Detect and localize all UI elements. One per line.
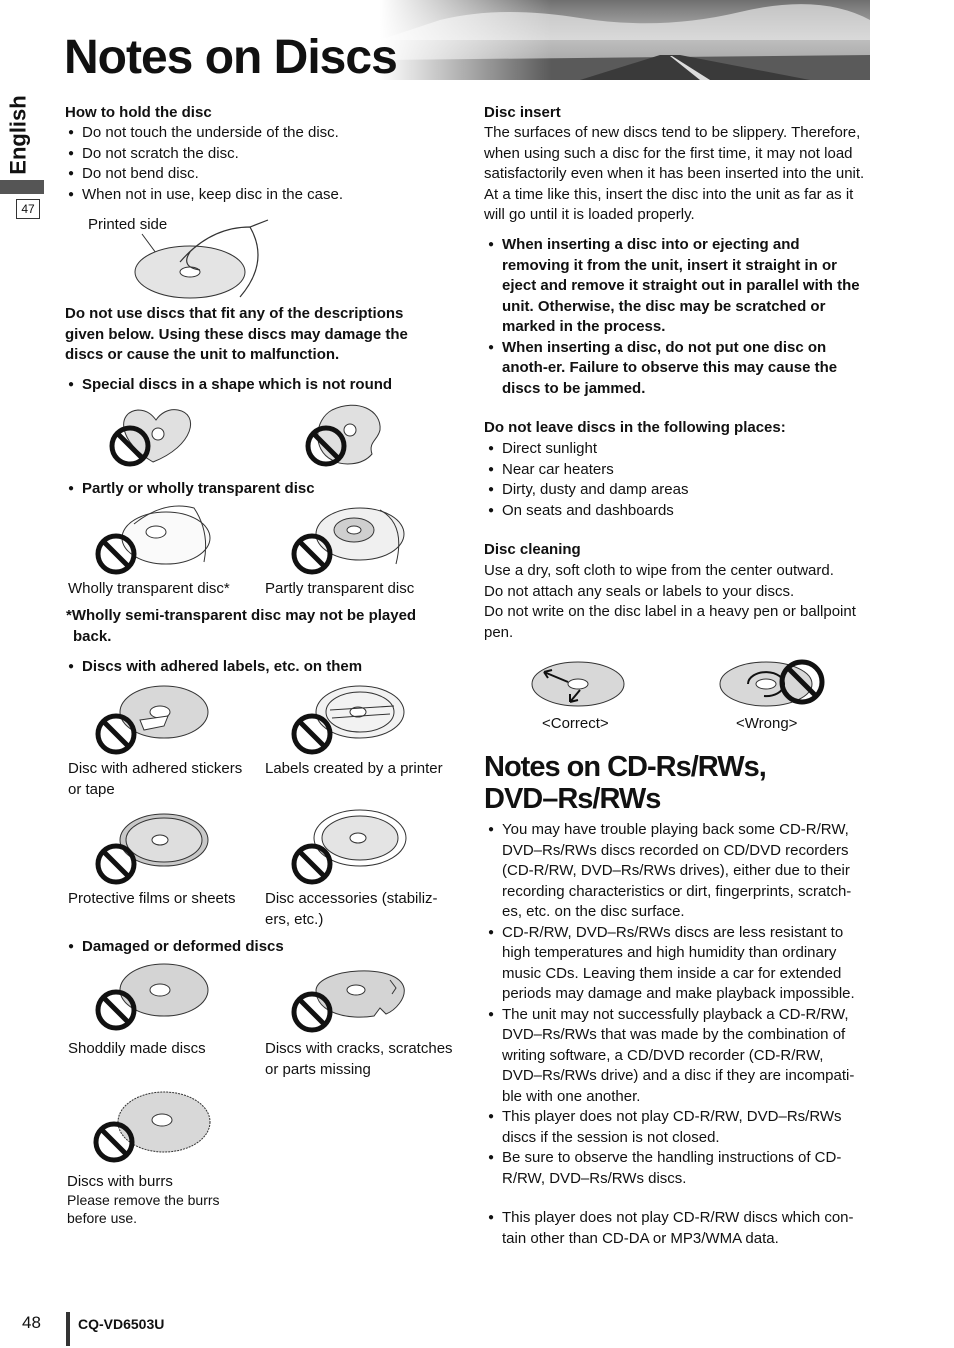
irregular-shaped-disc-prohibited-icon: [302, 400, 387, 470]
cracked-caption: Discs with cracks, scratches or parts missing: [265, 1040, 453, 1078]
accessories-caption: Disc accessories (stabiliz-ers, etc.): [265, 890, 438, 928]
stabilizer-disc-prohibited-icon: [290, 806, 410, 888]
section-number: 47: [16, 199, 40, 219]
cleaning-text: Use a dry, soft cloth to wipe from the center outward. Do not attach any seals or labels to your discs. Do not write on the disc label in a heavy pen or ballpoint pen.: [484, 562, 856, 641]
partly-transparent-disc-prohibited-icon: [290, 500, 410, 578]
list-item: ● When inserting a disc, do not put one disc on anoth-er. Failure to observe this may cause the discs to be jammed.: [486, 338, 866, 400]
shoddy-disc-prohibited-icon: [94, 960, 214, 1038]
list-item: ● Direct sunlight: [486, 439, 866, 460]
road-banner-image: [380, 0, 870, 80]
hold-heading: How to hold the disc: [65, 104, 212, 121]
cdr-last: [486, 1208, 866, 1249]
wholly-transparent-caption: Wholly transparent disc*: [68, 580, 230, 597]
cleaning-heading: Disc cleaning: [484, 541, 581, 558]
sticker-caption: Disc with adhered stickers or tape: [68, 760, 243, 798]
warning-text: Do not use discs that fit any of the descriptions given below. Using these discs may damage the discs or cause the unit to malfunction.: [65, 305, 408, 363]
damaged-heading: ● Damaged or deformed discs: [66, 937, 446, 958]
disc-with-sticker-prohibited-icon: [94, 680, 214, 758]
printer-label-caption: Labels created by a printer: [265, 760, 443, 777]
burrs-instruction: Please remove the burrs before use.: [67, 1192, 220, 1226]
list-item: ● On seats and dashboards: [486, 501, 866, 522]
transparent-heading: ● Partly or wholly transparent disc: [66, 479, 446, 500]
insert-bullets: [486, 235, 866, 399]
list-item: ● Do not scratch the disc.: [66, 144, 446, 165]
cdr-heading: Notes on CD-Rs/RWs, DVD–Rs/RWs: [484, 751, 766, 815]
list-item: ● Do not bend disc.: [66, 164, 446, 185]
list-item: ● Do not touch the underside of the disc.: [66, 123, 446, 144]
partly-transparent-caption: Partly transparent disc: [265, 580, 415, 597]
correct-wiping-illustration: [530, 660, 630, 710]
page-title: Notes on Discs: [64, 31, 397, 84]
shoddy-caption: Shoddily made discs: [68, 1040, 206, 1057]
list-item: ● This player does not play CD-R/RW discs which con-tain other than CD-DA or MP3/WMA data.: [486, 1208, 866, 1249]
transparent-note: *Wholly semi-transparent disc may not be played back.: [66, 607, 417, 645]
wrong-caption: <Wrong>: [736, 715, 798, 732]
list-item: ● This player does not play CD-R/RW, DVD–Rs/RWs discs if the session is not closed.: [486, 1107, 866, 1148]
footer-divider: [66, 1312, 70, 1346]
side-tab-bar: [0, 180, 44, 194]
cdr-list: [486, 820, 866, 1189]
places-list: [486, 439, 866, 521]
language-label: English: [5, 95, 31, 175]
hold-list: [66, 123, 446, 205]
list-item: ● When inserting a disc into or ejecting and removing it from the unit, insert it straight in or eject and remove it straight out in parallel with the unit. Otherwise, the disc may be scratched or marked in the process.: [486, 235, 866, 338]
list-item: ● Dirty, dusty and damp areas: [486, 480, 866, 501]
heart-shaped-disc-prohibited-icon: [108, 402, 198, 470]
wrong-wiping-prohibited-illustration: [718, 654, 828, 712]
list-item: ● CD-R/RW, DVD–Rs/RWs discs are less resistant to high temperatures and high humidity than ordinary music CDs. Leaving them inside a car for extended periods may damage and make playback impossible.: [486, 923, 866, 1005]
shape-heading: ● Special discs in a shape which is not round: [66, 375, 446, 396]
wholly-transparent-disc-prohibited-icon: [94, 502, 214, 578]
list-item: ● The unit may not successfully playback a CD-R/RW, DVD–Rs/RWs that was made by the combination of writing software, a CD/DVD recorder (CD-R/RW, DVD–Rs/RWs drive) and a disc if they are incompati-ble with one another.: [486, 1005, 866, 1108]
printer-label-disc-prohibited-icon: [290, 680, 410, 758]
hand-holding-disc-illustration: [130, 212, 275, 302]
insert-heading: Disc insert: [484, 104, 561, 121]
list-item: ● Near car heaters: [486, 460, 866, 481]
protective-film-disc-prohibited-icon: [94, 810, 214, 888]
cracked-disc-prohibited-icon: [290, 958, 410, 1040]
burrs-caption: Discs with burrs: [67, 1173, 173, 1190]
correct-caption: <Correct>: [542, 715, 609, 732]
insert-body: The surfaces of new discs tend to be slippery. Therefore, when using such a disc for the first time, it may not load satisfactorily even when it has been inserted into the unit. At a time like this, insert the disc into the unit as far as it will go until it is loaded properly.: [484, 124, 865, 223]
model-name: CQ-VD6503U: [78, 1316, 165, 1332]
printed-side-label: Printed side: [88, 216, 168, 233]
page-number: 48: [22, 1313, 41, 1332]
places-heading: Do not leave discs in the following places:: [484, 419, 786, 436]
list-item: ● Be sure to observe the handling instructions of CD-R/RW, DVD–Rs/RWs discs.: [486, 1148, 866, 1189]
labels-heading: ● Discs with adhered labels, etc. on them: [66, 657, 446, 678]
list-item: ● When not in use, keep disc in the case.: [66, 185, 446, 206]
list-item: ● You may have trouble playing back some CD-R/RW, DVD–Rs/RWs discs recorded on CD/DVD recorders (CD-R/RW, DVD–Rs/RWs drives), either due to their recording characteristics or dirt, fingerprints, scratch-es, etc. on the disc surface.: [486, 820, 866, 923]
burr-disc-prohibited-icon: [92, 1088, 216, 1170]
film-caption: Protective films or sheets: [68, 890, 236, 907]
